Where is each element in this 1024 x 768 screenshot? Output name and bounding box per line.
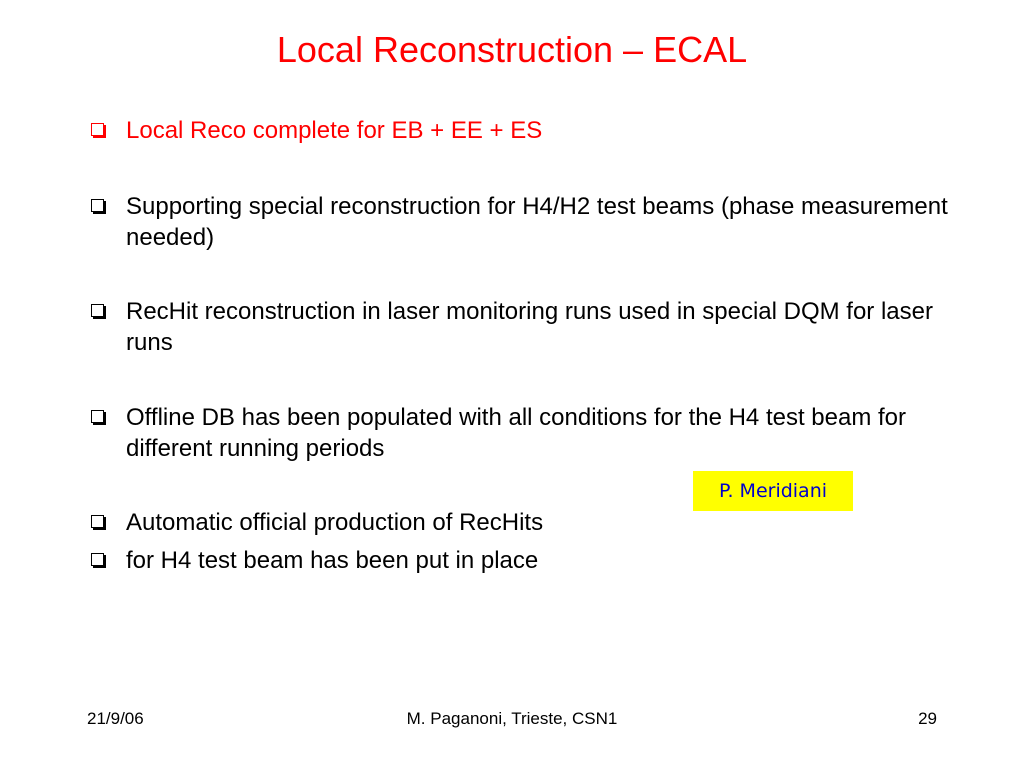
bullet-item — [88, 402, 948, 464]
checkbox-bullet-icon — [91, 304, 104, 317]
bullet-text: Local Reco complete for EB + EE + ES — [126, 117, 543, 144]
bullet-item — [88, 296, 948, 358]
bullet-text: Supporting special reconstruction for H4/H2 test beams (phase measurement needed) — [126, 193, 948, 251]
author-credit-badge: P. Meridiani — [693, 471, 853, 511]
bullet-text: Offline DB has been populated with all conditions for the H4 test beam for different running periods — [126, 404, 907, 462]
slide-title: Local Reconstruction – ECAL — [276, 29, 748, 70]
footer-date: 21/9/06 — [87, 709, 144, 728]
footer-author: M. Paganoni, Trieste, CSN1 — [406, 709, 618, 728]
bullet-text: Automatic official production of RecHits — [126, 509, 544, 536]
checkbox-bullet-icon — [91, 199, 104, 212]
checkbox-bullet-icon — [91, 410, 104, 423]
bullet-item — [88, 545, 948, 576]
checkbox-bullet-icon — [91, 553, 104, 566]
bullet-text: for H4 test beam has been put in place — [126, 547, 539, 574]
page-number: 29 — [918, 709, 937, 728]
checkbox-bullet-icon — [91, 515, 104, 528]
checkbox-bullet-icon — [91, 123, 104, 136]
bullet-item — [88, 191, 948, 253]
bullet-text: RecHit reconstruction in laser monitoring runs used in special DQM for laser runs — [126, 298, 933, 356]
bullet-item — [88, 507, 948, 538]
bullet-item — [88, 115, 948, 146]
